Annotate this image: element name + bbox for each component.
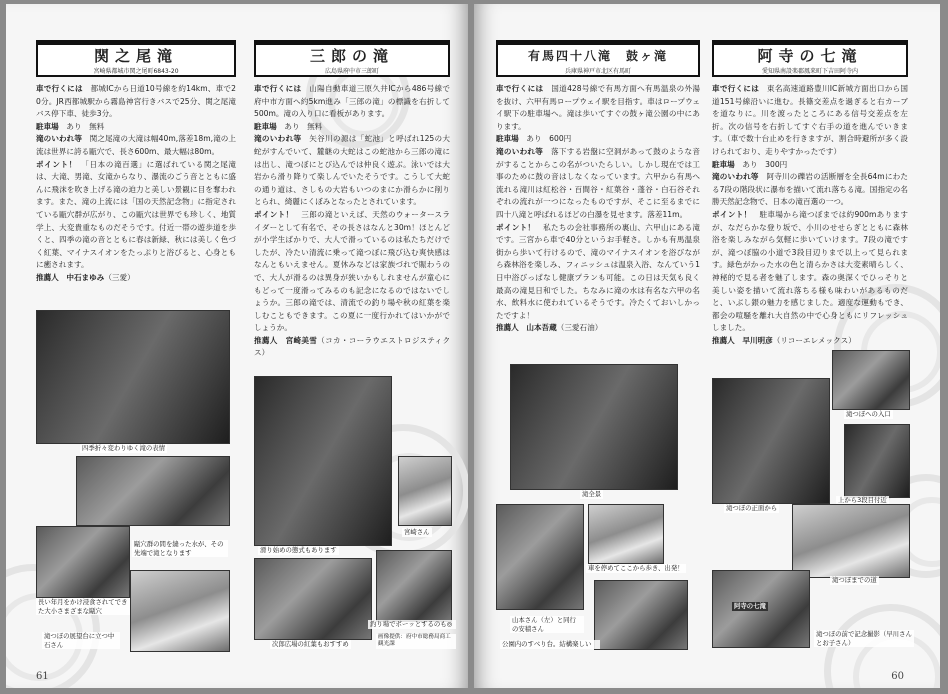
access-text: 国道428号線で有馬方面へ有馬温泉の外湯を抜け、六甲有馬ロープウェイ駅を目指す。車はロープウェイ駅下の駐車場へ。滝は歩いてすぐの鼓ヶ滝公園の中にあります。 [496,84,701,131]
recommender-org: （コカ・コーラウエストロジスティクス） [254,335,451,358]
feature-label: 滝のいわれ等 [36,134,82,144]
article-saburo [254,40,450,360]
photo-caption: 車を停めてここから歩き、出発！ [586,564,686,573]
rocks-photo [36,526,130,598]
feature-text: 阿寺川の礫岩の活断層を全長64mにわたる7段の階段状に瀑布を描いて流れ落ちる滝。国指定の名勝天然記念物で、日本の滝百選の一つ。 [712,172,909,207]
photo-caption: 宮崎さん [404,528,430,536]
recommender-name: 宮崎美雪 [285,335,318,345]
recommender-label: 推薦人 [496,323,519,333]
article-title: 阿寺の七滝 [757,47,863,65]
recommender-org: （リコーエレメックス） [772,335,856,345]
point-label: ポイント！ [36,159,77,169]
access-label: 車で行くには [254,84,302,93]
photo-caption: 長い年月をかけ浸食されてできた大小さまざまな甌穴 [36,598,134,615]
photo-caption: 滝つぼの正面から [726,504,778,512]
page-number: 61 [36,671,49,682]
photo-caption: 四季折々変わりゆく滝の表情 [82,444,166,452]
access-text: 東名高速道路豊川IC新城方面出口から国道151号線沿いに進む。長篠交差点を過ぎると右カーブを道なりに。川を渡ったところにある信号交差点を左折。次の信号を右折してすぐ右手の道を進んでいきます。（車で数十台止めを行きますが、割合時避所が多く設けられており、走りやすかったです） [712,84,909,156]
parking-text: あり 600円 [526,134,572,144]
waterfall-photo [712,378,830,504]
point-label: ポイント！ [712,209,752,219]
photo-caption: 次郎広場の紅葉もおすすめ [272,640,349,648]
article-title-box [712,40,908,77]
fishing-photo [376,550,452,622]
photo-caption: 滑り始めの態式もあります [260,546,337,554]
article-body [496,83,700,335]
recommender-label: 推薦人 [712,335,735,345]
parking-label: 駐車場 [254,121,277,131]
autumn-photo [254,558,372,640]
photo-caption: 滝つぼまでの道 [832,576,877,584]
slide-photo [254,376,392,546]
photo-caption: 滝つぼの前で記念撮影（早川さんとお子さん） [814,630,914,647]
recommender-name: 中石まゆみ [66,272,105,282]
point-label: ポイント！ [254,209,294,219]
page-number: 60 [891,671,904,682]
third-tier-photo [844,424,910,498]
entrance-photo [832,350,910,410]
article-body [254,83,450,360]
trail-photo [792,504,910,578]
article-title: 有馬四十八滝 鼓ヶ滝 [527,49,668,63]
photo-caption: 釣り場でボーッとするのも◎ [368,620,456,629]
recommender-name: 山本吾蔵 [526,323,557,333]
article-address: 愛知県南設楽郡鳳来町下吉田阿寺内 [761,68,858,75]
parking-text: あり 無料 [66,121,105,131]
access-label: 車で行くには [712,84,760,93]
article-title: 関之尾滝 [93,47,178,65]
article-body [712,83,908,347]
point-label: ポイント！ [496,222,536,232]
photo-caption: 公園内のすべり台。結構楽しい [500,640,600,649]
parking-label: 駐車場 [712,159,735,169]
potholes-photo [76,456,230,526]
waterfall-side-photo [496,504,584,610]
access-text: 山陽自動車道三原久井ICから486号線で府中市方面へ約5km進み「三郎の滝」の標識を右折して500m。滝の入り口に看板があります。 [254,84,450,119]
feature-text: 落下する岩盤に空洞があって鼓のような音がすることからこの名がついたらしい。しかし現在では工事のために鼓の音はしなくなっています。六甲から有馬へ流れる滝川は紅松谷・百間谷・紅葉谷・蓬谷・白石谷それぞれの流れが一つになったものですが、そこに至るまでに四十八滝と呼ばれるほどの白瀑を見せます。落差11m。 [496,146,700,219]
point-text: 三郎の滝といえば、天然のウォータースライダーとして有名で、その長さはなんと30m！ほとんどが小学生ばかりで、大人で滑っているのは私たちだけでしたが、冷たい清流に乗って滝つぼに飛び込む爽快感はなんともいえません。夏休みなどは家族づれで賑わうので、大人が滑るのは異身が狭いかもしれませんが童心にもどって一度滑ってみるのも記念になるのではないでしょうか。三郎の滝では、清流での釣り場や秋の紅葉を楽しむこともできます。この夏に一度行かれてはいかがでしょうか。 [254,209,451,333]
article-sekinoo [36,40,236,285]
point-text: 「日本の滝百選」に選ばれている関之尾滝は、大滝、男滝、女滝からなり、瀑流のごう音とともに盛んに飛沫を吹き上げる滝の迫力と美しい景観に目を奪われます。また、滝の上流には「国の天然記念物」に指定されている甌穴群が広がり、この甌穴は世界でも珍しく、地質学上、大変貴重なものだそうです。付近一帯の遊歩道を歩くと、四季の滝の音とともに春は新緑、秋には美しく色づく紅葉、マイナスイオンをたっぷりと浴びると、心身ともに癒されます。 [36,159,237,270]
access-label: 車で行くには [36,84,83,93]
photo-caption: 滝全景 [582,490,602,498]
feature-label: 滝のいわれ等 [712,172,759,182]
person-photo [130,570,230,652]
waterfall-sign: 阿寺の七滝 [734,602,766,610]
article-body [36,83,236,285]
parking-text: あり 無料 [284,121,323,131]
article-title-box [496,40,700,77]
waterfall-photo [510,364,678,490]
recommender-org: （三愛石油） [556,323,603,333]
path-photo [588,504,664,564]
photo-caption: 山本さん（左）と同行の安積さん [510,616,584,633]
photo-caption: 甌穴群の間を縫った水が、その先端で滝となります [132,540,228,557]
recommender-name: 早川明彦 [742,335,773,345]
person-photo [398,456,452,526]
article-title-box [254,40,450,77]
point-text: 私たちの会社事務所の裏山、六甲山にある滝です。三宮から車で40分というお手軽さ。しかも有馬温泉街から歩いて行けるので、滝のマイナスイオンを浴びながら森林浴を楽しみ、フィニッシュは温泉入浴、なんていう1日中浴びっぱなし健康プランも可能。この日は天気も良く最高の滝見日和でした。ちなみに滝の水は有名な六甲の名水、飲料水に使われているそうです。冷たくておいしかったですよ！ [496,222,701,320]
article-title-box [36,40,236,77]
left-page [6,4,468,688]
feature-label: 滝のいわれ等 [496,146,544,156]
article-address: 宮崎県都城市関之尾町6843-20 [93,68,179,75]
photo-caption: 滝つぼの展望台に立つ中石さん [42,632,120,649]
slide-photo [594,580,688,650]
article-address: 兵庫県神戸市北区有馬町 [564,68,631,75]
parking-label: 駐車場 [36,121,59,131]
parking-text: あり 300円 [742,159,788,169]
feature-text: 矢谷川の源は「蛇池」と呼ばれ125の大蛇がすんでいて、麓継の大蛇はこの蛇池から三郎の滝には出し、滝つぼにとび込んでは仲良く遊ぶ。泳いでは大岩から滑り降りて楽しんでいたそうです。こうして大蛇の通り道は、さしもの大岩もいつのまにか滑らかに削りとられ、綺麗にくぼみとなったとされています。 [254,134,451,207]
recommender-label: 推薦人 [36,272,59,282]
access-label: 車で行くには [496,84,544,93]
photo-caption: 上から3段目付近 [838,496,887,504]
article-adera [712,40,908,347]
feature-label: 滝のいわれ等 [254,134,302,144]
photo-caption: 滝つぼへの入口 [846,410,891,418]
photo-credit: 画像提供：府中市総務局商工観光課 [376,634,456,649]
waterfall-photo [36,310,230,444]
point-text: 駐車場から滝つぼまでは約900mありますが、なだらかな登り坂で、小川のせせらぎとともに森林浴を楽しみながら気軽に歩いていけます。7段の滝ですが、滝つぼ脇の小道で3段目辺りまで以上って見られます。緑色がかった水の色と清らかさは大変素晴らしく、神秘的で見る者を魅了します。森の奥深くでひっそりと美しい姿を描いて流れ落ちる様も味わいがあるものだと、いぶし銀の魅力を感じました。適度な運動もでき、都会の喧騒を離れ大自然の中で心身ともにリフレッシュしました。 [712,209,909,333]
recommender-org: （三愛） [104,272,135,282]
right-page [474,4,940,688]
feature-text: 関之尾滝の大滝は幅40m,落差18m,滝の上流は世界に誇る甌穴で、長さ600m、最大幅は80m。 [36,134,237,156]
access-text: 都城ICから日道10号線を約14km、車で20分。JR西都城駅から霧島神宮行きバスで25分、関之尾滝バス停下車、徒歩3分。 [36,84,237,119]
article-address: 広島県府中市三郎町 [324,68,379,75]
article-tsuzumigataki [496,40,700,335]
parking-label: 駐車場 [496,134,519,144]
recommender-label: 推薦人 [254,335,278,345]
article-title: 三郎の滝 [309,47,394,65]
